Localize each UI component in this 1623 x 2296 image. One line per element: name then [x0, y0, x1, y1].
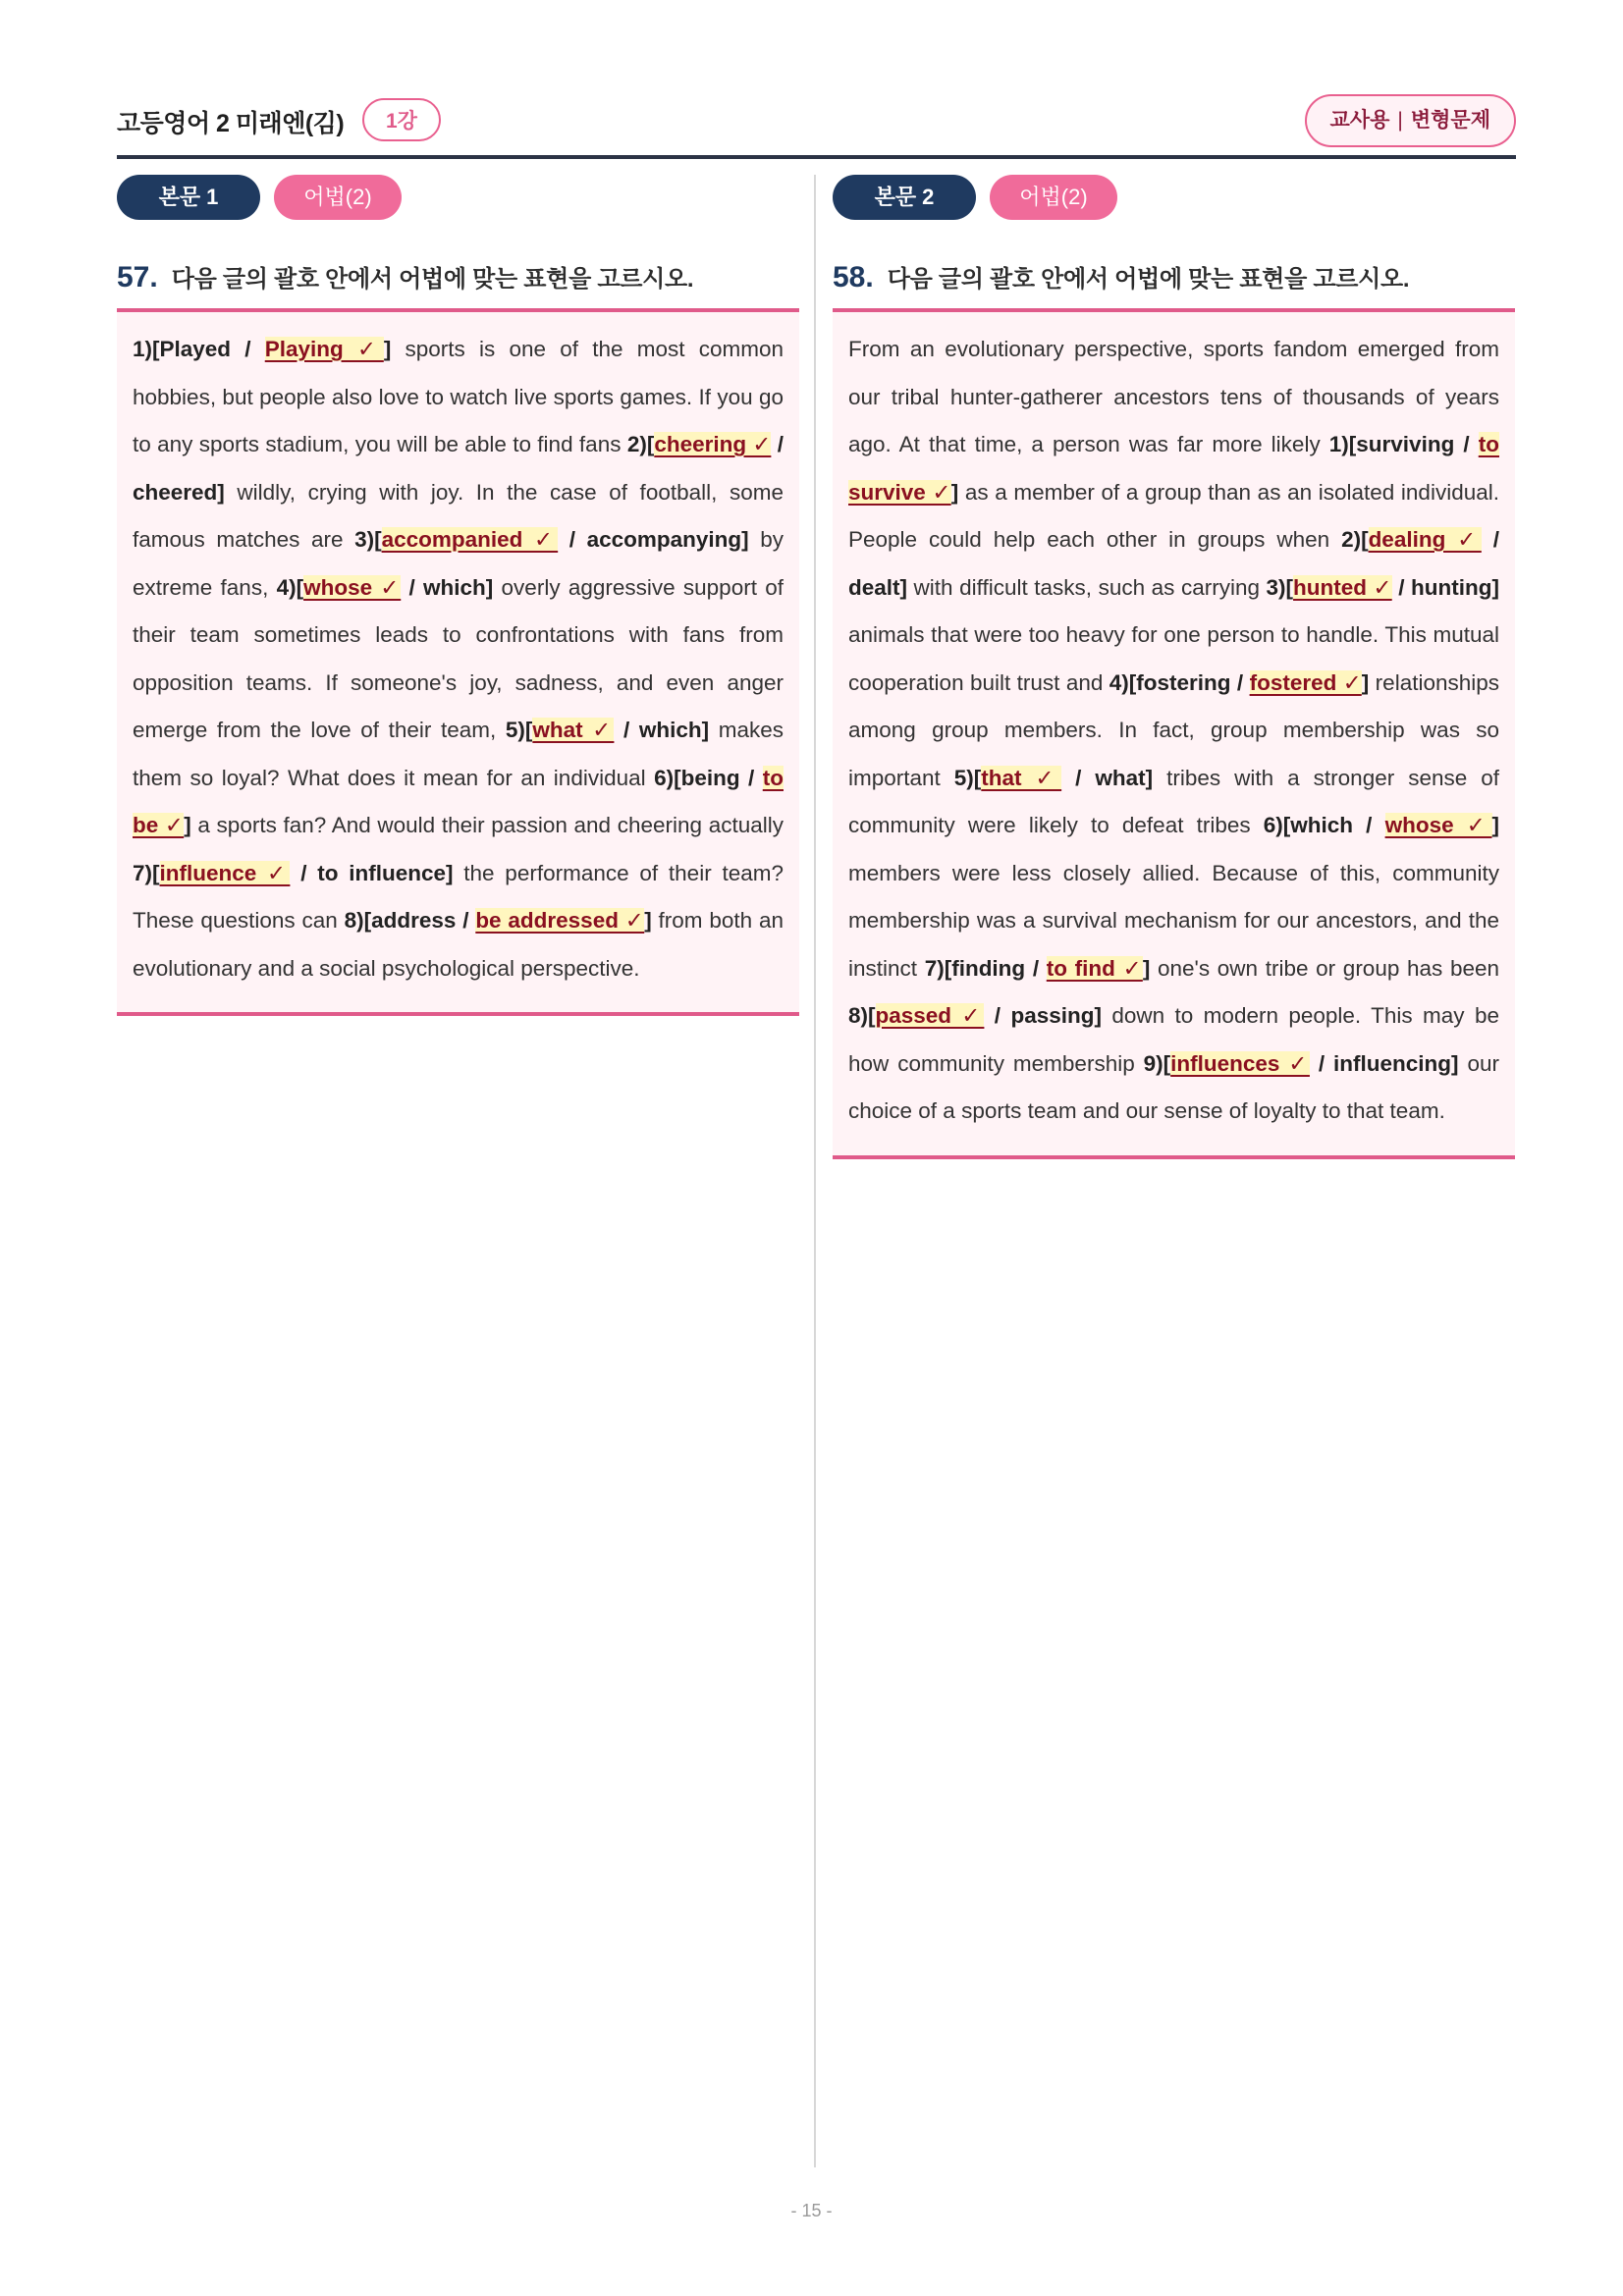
answer-choice: fostered ✓ [1249, 669, 1362, 695]
question-header [833, 259, 1515, 298]
answer-choice: influence ✓ [159, 860, 291, 885]
bracket-choices: / which] [614, 718, 710, 742]
passage-segment: down to modern people. This may be how community membership [848, 1003, 1499, 1076]
answer-choice: Playing ✓ [264, 337, 384, 361]
answer-choice: whose ✓ [303, 574, 402, 600]
passage-box [833, 308, 1515, 1159]
bracket-choices: ] [1361, 669, 1370, 695]
page-number: - 15 - [790, 2201, 833, 2220]
bracket-choices: ] [383, 337, 392, 361]
bracket-choices: / which] [401, 574, 494, 600]
page-header [117, 94, 1516, 153]
passage-segment: animals that were too heavy for one person to handle. This mutual cooperation built trust and [848, 622, 1499, 695]
bracket-choices: / accompanying] [558, 527, 749, 552]
bracket-choices: 6)[which / [1263, 813, 1385, 837]
bracket-choices: 4)[ [276, 574, 304, 600]
passage-segment: sports is one of the most common hobbies, but people also love to watch live sports games. If you go to any sports stadium, you will be able to find fans [133, 337, 784, 456]
bracket-choices: 9)[ [1143, 1050, 1171, 1076]
passage-segment: a sports fan? And would their passion and cheering actually [190, 813, 784, 837]
answer-choice: to survive ✓ [848, 432, 1499, 505]
right-tags [833, 175, 1515, 224]
bracket-choices: 1)[surviving / [1328, 432, 1479, 456]
type-tag: 어법(2) [274, 175, 402, 220]
bracket-choices: / to influence] [290, 860, 454, 885]
passage-segment: members were less closely allied. Because of this, community membership was a survival mechanism for our ancestors, and the instinct [848, 860, 1499, 981]
header-divider [117, 155, 1516, 159]
lesson-badge: 1강 [362, 98, 441, 141]
bracket-choices: 7)[finding / [924, 955, 1047, 981]
passage-box [117, 308, 799, 1016]
bracket-choices: 8)[address / [344, 908, 476, 933]
bracket-choices: 8)[ [848, 1003, 876, 1028]
right-column [833, 175, 1515, 1159]
type-label: 변형문제 [1410, 109, 1490, 132]
bracket-choices: ] [1491, 813, 1499, 837]
type-tag: 어법(2) [990, 175, 1117, 220]
badge-separator: | [1397, 109, 1403, 132]
passage-text [133, 326, 784, 992]
column-divider [814, 175, 816, 2167]
answer-choice: cheering ✓ [654, 432, 772, 456]
answer-choice: dealing ✓ [1368, 527, 1482, 552]
question-text: 다음 글의 괄호 안에서 어법에 맞는 표현을 고르시오. [171, 266, 694, 293]
teacher-label: 교사용 [1329, 109, 1390, 132]
passage-segment: relationships among group members. In fact, group membership was so important [848, 669, 1500, 790]
bracket-choices: / what] [1061, 765, 1154, 790]
passage-segment: one's own tribe or group has been [1150, 955, 1500, 981]
answer-choice: to be ✓ [133, 765, 784, 837]
bracket-choices: 3)[ [354, 527, 382, 552]
bracket-choices: / hunting] [1391, 574, 1499, 600]
section-tag: 본문 2 [833, 175, 976, 220]
answer-choice: that ✓ [981, 765, 1062, 790]
answer-choice: what ✓ [532, 718, 615, 742]
passage-segment: makes them so loyal? What does it mean for an individual [133, 718, 784, 790]
passage-segment: from both an evolutionary and a social psychological perspective. [133, 908, 784, 981]
question-header [117, 259, 799, 298]
bracket-choices: 5)[ [953, 765, 982, 790]
question-number: 58. [833, 261, 874, 294]
question-number: 57. [117, 261, 158, 294]
bracket-choices: 1)[Played / [133, 337, 265, 361]
passage-segment: the performance of their team? These questions can [133, 860, 784, 933]
passage-segment: wildly, crying with joy. In the case of football, some famous matches are [133, 479, 784, 552]
passage-segment: overly aggressive support of their team sometimes leads to confrontations with fans from opposition teams. If someone's joy, sadness, and even anger emerge from the love of their team, [133, 574, 784, 742]
answer-choice: to find ✓ [1046, 955, 1143, 981]
passage-segment: tribes with a stronger sense of community were likely to defeat tribes [848, 765, 1500, 837]
answer-choice: passed ✓ [875, 1003, 985, 1028]
answer-choice: influences ✓ [1170, 1050, 1310, 1076]
bracket-choices: ] [1142, 955, 1151, 981]
bracket-choices: ] [950, 479, 959, 505]
bracket-choices: 5)[ [505, 718, 533, 742]
bracket-choices: / cheered] [133, 432, 784, 505]
left-column [117, 175, 799, 1016]
book-title: 고등영어 2 미래엔(김) [117, 110, 345, 137]
passage-text [848, 326, 1499, 1136]
answer-choice: whose ✓ [1384, 813, 1492, 837]
passage-segment: From an evolutionary perspective, sports fandom emerged from our tribal hunter-gatherer ancestors tens of thousands of years ago. At that time, a person was far more likely [848, 337, 1499, 456]
bracket-choices: ] [184, 813, 191, 837]
bracket-choices: 2)[ [1341, 527, 1369, 552]
question-text: 다음 글의 괄호 안에서 어법에 맞는 표현을 고르시오. [887, 266, 1410, 293]
passage-segment: with difficult tasks, such as carrying [907, 574, 1267, 600]
section-tag: 본문 1 [117, 175, 260, 220]
answer-choice: hunted ✓ [1293, 574, 1392, 600]
bracket-choices: 7)[ [133, 860, 160, 885]
bracket-choices: / passing] [984, 1003, 1102, 1028]
passage-segment: by extreme fans, [133, 527, 784, 600]
bracket-choices: / dealt] [848, 527, 1499, 600]
passage-segment: our choice of a sports team and our sense of loyalty to that team. [848, 1050, 1499, 1123]
bracket-choices: ] [644, 908, 652, 933]
passage-segment: as a member of a group than as an isolated individual. People could help each other in groups when [848, 479, 1499, 552]
bracket-choices: 3)[ [1266, 574, 1294, 600]
teacher-badge [1305, 94, 1516, 147]
bracket-choices: / influencing] [1309, 1050, 1459, 1076]
left-tags [117, 175, 799, 224]
answer-choice: accompanied ✓ [381, 527, 559, 552]
answer-choice: be addressed ✓ [475, 908, 645, 933]
bracket-choices: 4)[fostering / [1109, 669, 1250, 695]
bracket-choices: 6)[being / [654, 765, 763, 790]
bracket-choices: 2)[ [626, 432, 655, 456]
